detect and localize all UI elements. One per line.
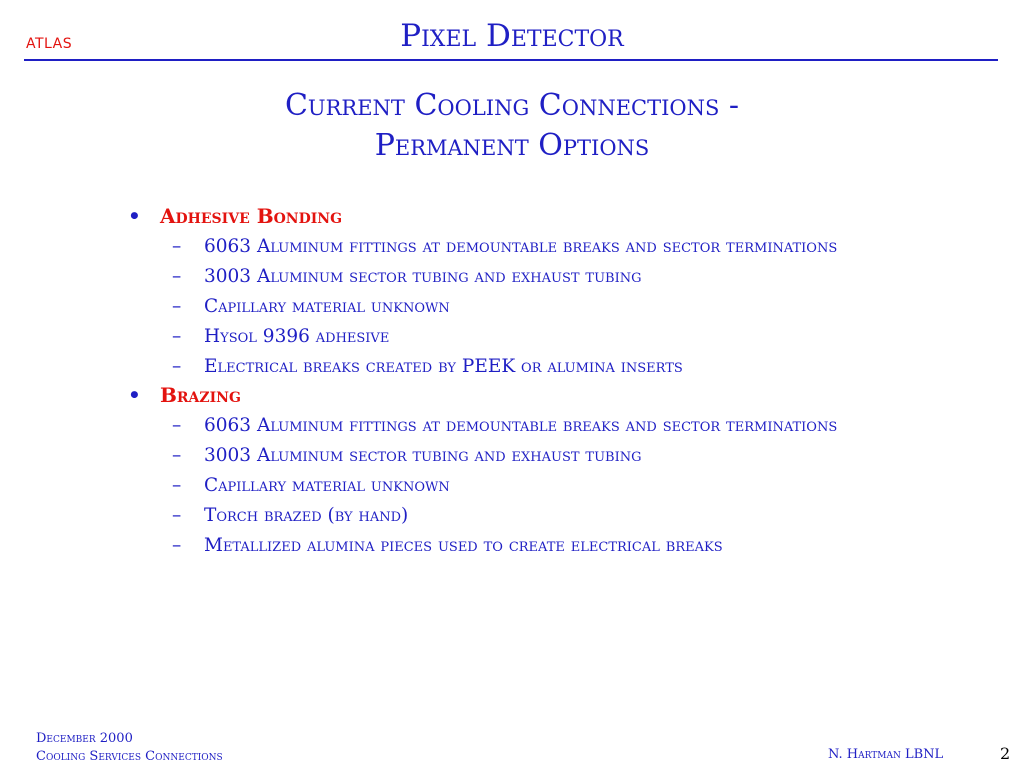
footer-author: N. Hartman LBNL — [828, 747, 944, 762]
list-item: – 3003 Aluminum sector tubing and exhaust tubing — [172, 265, 944, 289]
slide-title-line-2: Permanent Options — [374, 128, 650, 163]
list-item: – Capillary material unknown — [172, 295, 944, 319]
slide-title — [0, 86, 1024, 166]
list-item: – Capillary material unknown — [172, 474, 944, 498]
list-item: – Hysol 9396 adhesive — [172, 325, 944, 349]
atlas-logo-text: ATLAS — [26, 36, 73, 52]
footer-date: December 2000 — [36, 731, 133, 746]
page-number: 2 — [1000, 744, 1011, 763]
brazing-list — [124, 414, 944, 558]
list-item: – Torch brazed (by hand) — [172, 504, 944, 528]
list-item: – 3003 Aluminum sector tubing and exhaust tubing — [172, 444, 944, 468]
header-rule — [24, 59, 998, 61]
list-item: – 6063 Aluminum fittings at demountable breaks and sector terminations — [172, 235, 944, 259]
slide-title-line-1: Current Cooling Connections - — [284, 88, 740, 123]
bullet-brazing: • Brazing — [124, 382, 944, 408]
footer-left — [36, 730, 223, 766]
bullet-adhesive-bonding: • Adhesive Bonding — [124, 203, 944, 229]
slide-content — [124, 200, 944, 558]
list-item: – Metallized alumina pieces used to create electrical breaks — [172, 534, 944, 558]
header-title: Pixel Detector — [400, 18, 624, 54]
adhesive-bonding-list — [124, 235, 944, 379]
list-item: – 6063 Aluminum fittings at demountable breaks and sector terminations — [172, 414, 944, 438]
list-item: – Electrical breaks created by PEEK or alumina inserts — [172, 355, 944, 379]
footer-subtitle: Cooling Services Connections — [36, 749, 223, 764]
